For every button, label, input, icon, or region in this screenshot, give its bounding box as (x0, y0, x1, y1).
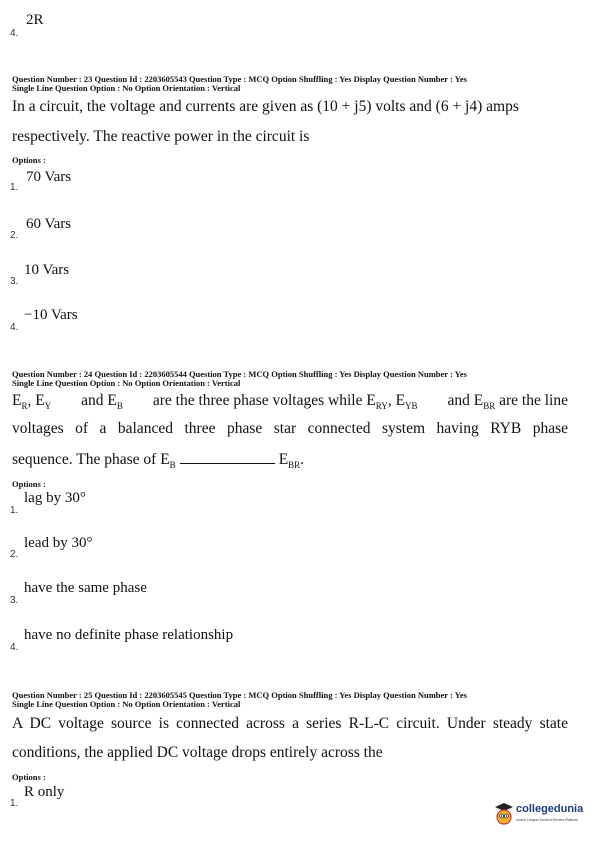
collegedunia-logo (494, 800, 590, 832)
question-text-line: respectively. The reactive power in the circuit is (12, 128, 310, 145)
options-label: Options : (12, 479, 46, 489)
text-and-eb: and $E_B$ (81, 392, 123, 412)
option-text[interactable]: lag by 30° (24, 490, 86, 506)
option-text[interactable]: R only (24, 784, 65, 800)
question-text-line: conditions, the applied DC voltage drops entirely across the (12, 744, 383, 761)
option-number: 1. (10, 182, 19, 193)
graduate-owl-icon (494, 802, 514, 828)
option-number: 1. (10, 798, 19, 809)
text-er: $E_R$, $E_Y$ (12, 392, 52, 412)
options-label: Options : (12, 155, 46, 165)
answer-blank (180, 449, 275, 464)
question-meta: Question Number : 25 Question Id : 2203605545 Question Type : MCQ Option Shuffling : Yes Display Question Number : Yes (12, 690, 467, 700)
option-number: 3. (10, 276, 19, 287)
option-number: 4. (10, 642, 19, 653)
option-number: 2. (10, 549, 19, 560)
logo-wordmark: collegedunia (516, 803, 584, 815)
option-number: 4. (10, 322, 19, 333)
question-meta: Question Number : 24 Question Id : 2203605544 Question Type : MCQ Option Shuffling : Yes Display Question Number : Yes (12, 369, 467, 379)
option-number: 2. (10, 230, 19, 241)
question-text-line: sequence. The phase of $E_B$ $E_{BR}$. (12, 451, 305, 471)
option-text[interactable]: 10 Vars (24, 262, 70, 278)
text-ebr-line: and $E_{BR}$ are the line (447, 392, 568, 412)
option-number: 4. (10, 28, 19, 39)
option-number: 1. (10, 505, 19, 516)
option-text[interactable]: have no definite phase relationship (24, 627, 234, 643)
question-meta-orientation: Single Line Question Option : No Option Orientation : Vertical (12, 378, 241, 388)
option-text[interactable]: 60 Vars (26, 216, 72, 232)
option-text[interactable]: −10 Vars (24, 307, 78, 323)
question-meta-orientation: Single Line Question Option : No Option Orientation : Vertical (12, 699, 241, 709)
logo-tagline: India's Largest Student Review Platform (516, 818, 579, 822)
question-text-line: A DC voltage source is connected across a series R-L-C circuit. Under steady state (12, 715, 568, 732)
option-text[interactable]: have the same phase (24, 580, 147, 596)
option-number: 3. (10, 595, 19, 606)
option-text[interactable]: 70 Vars (26, 169, 72, 185)
question-text-line: In a circuit, the voltage and currents are given as (10 + j5) volts and (6 + j4) amps (12, 98, 519, 115)
question-text-line (12, 392, 568, 411)
options-label: Options : (12, 772, 46, 782)
question-meta: Question Number : 23 Question Id : 2203605543 Question Type : MCQ Option Shuffling : Yes Display Question Number : Yes (12, 74, 467, 84)
text-phase-voltages: are the three phase voltages while $E_{RY}$, $E_{YB}$ (152, 392, 418, 412)
option-text: 2R (26, 12, 44, 28)
option-text[interactable]: lead by 30° (24, 535, 93, 551)
question-text-line: voltages of a balanced three phase star connected system having RYB phase (12, 420, 568, 437)
question-meta-orientation: Single Line Question Option : No Option Orientation : Vertical (12, 83, 241, 93)
